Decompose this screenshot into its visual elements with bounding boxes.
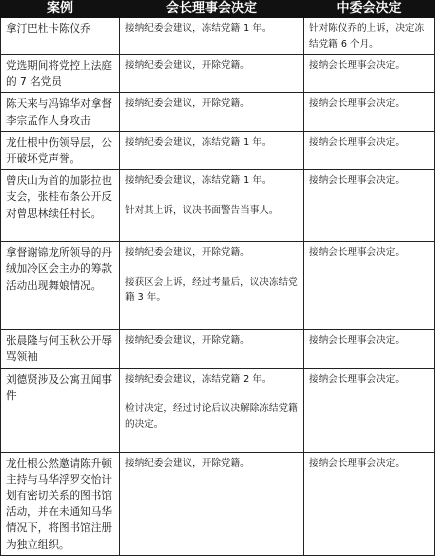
case-text: 曾庆山为首的加影拉也支会，张桂布条公开反对曾思林续任村长。: [6, 175, 112, 220]
header-council-decision: 会长理事会决定: [120, 1, 304, 18]
central-decision-cell: [304, 242, 435, 330]
central-decision-text: 接纳会长理事会决定。: [309, 335, 405, 347]
central-decision-text: 针对陈仪乔的上诉，决定冻结党籍 6 个月。: [309, 23, 425, 50]
table-header: [1, 1, 435, 18]
central-decision-text: 接纳会长理事会决定。: [309, 457, 405, 469]
central-decision-text: 接纳会长理事会决定。: [309, 175, 405, 187]
council-decision-cell: [120, 452, 304, 555]
council-decision-cell: [120, 93, 304, 131]
table-row: [1, 170, 435, 242]
council-decision-cell: [120, 330, 304, 368]
council-review-decision-text: 检讨决定，经过讨论后议决解除冻结党籍的决定。: [125, 403, 298, 430]
case-text: 龙仕根中伤领导层，公开破坏党声誉。: [6, 136, 112, 166]
header-row: [1, 1, 435, 18]
council-decision-cell: [120, 368, 304, 452]
table-row: [1, 93, 435, 131]
case-cell: [1, 242, 120, 330]
case-cell: [1, 452, 120, 555]
table-row: [1, 18, 435, 55]
table-row: [1, 55, 435, 93]
table-row: [1, 368, 435, 452]
central-decision-cell: [304, 452, 435, 555]
council-decision-cell: [120, 131, 304, 169]
table-body: [1, 18, 435, 556]
case-text: 拿督谢锦龙所领导的丹绒加冷区会主办的筹款活动出现舞娘情况。: [6, 247, 112, 292]
council-decision-text: 接纳纪委会建议，冻结党籍 1 年。: [125, 136, 272, 148]
case-cell: [1, 330, 120, 368]
case-cell: [1, 170, 120, 242]
table-row: [1, 452, 435, 555]
council-appeal-decision-text: 针对其上诉，议决书面警告当事人。: [125, 204, 279, 216]
council-decision-text: 接纳纪委会建议，开除党籍。: [125, 247, 250, 259]
central-decision-cell: [304, 170, 435, 242]
central-decision-cell: [304, 131, 435, 169]
central-decision-text: 接纳会长理事会决定。: [309, 247, 405, 259]
case-text: 陈天来与冯锦华对拿督李宗孟作人身攻击: [6, 98, 112, 127]
council-decision-cell: [120, 170, 304, 242]
case-cell: [1, 55, 120, 93]
table-row: [1, 131, 435, 169]
council-decision-text: 接纳纪委会建议，冻结党籍 1 年。: [125, 23, 272, 34]
council-decision-cell: [120, 55, 304, 93]
central-decision-text: 接纳会长理事会决定。: [309, 60, 405, 71]
council-decision-text: 接纳纪委会建议，开除党籍。: [125, 98, 250, 110]
council-decision-cell: [120, 242, 304, 330]
case-text: 张晨隆与何玉秋公开辱骂领袖: [6, 335, 112, 364]
central-decision-text: 接纳会长理事会决定。: [309, 136, 405, 148]
central-decision-cell: [304, 55, 435, 93]
header-case: 案例: [1, 1, 120, 18]
header-central-committee-decision: 中委会决定: [304, 1, 435, 18]
case-cell: [1, 368, 120, 452]
central-decision-text: 接纳会长理事会决定。: [309, 373, 405, 385]
table-row: [1, 242, 435, 330]
case-cell: [1, 18, 120, 55]
central-decision-cell: [304, 18, 435, 55]
council-decision-text: 接纳纪委会建议，冻结党籍 1 年。: [125, 175, 272, 187]
case-cell: [1, 93, 120, 131]
central-decision-cell: [304, 330, 435, 368]
central-decision-text: 接纳会长理事会决定。: [309, 98, 405, 110]
council-decision-text: 接纳纪委会建议，开除党籍。: [125, 60, 250, 71]
case-cell: [1, 131, 120, 169]
council-decision-text: 接纳纪委会建议，开除党籍。: [125, 335, 250, 347]
council-decision-cell: [120, 18, 304, 55]
council-decision-text: 接纳纪委会建议，开除党籍。: [125, 457, 250, 469]
case-text: 刘德贤涉及公寓丑闻事件: [6, 373, 112, 402]
case-text: 拿汀巴杜卡陈仪乔: [6, 23, 91, 35]
case-text: 龙仕根公然邀请陈升顿主持与马华浮罗交怡计划有密切关系的图书馆活动，并在未通知马华情况下，将图书馆注册为独立组织。: [6, 457, 112, 551]
table-row: [1, 330, 435, 368]
council-decision-text: 接纳纪委会建议，冻结党籍 2 年。: [125, 373, 272, 385]
central-decision-cell: [304, 368, 435, 452]
case-text: 党选期间将党控上法庭的 7 名党员: [6, 60, 112, 89]
central-decision-cell: [304, 93, 435, 131]
council-appeal-decision-text: 接获区会上诉，经过考量后，议决冻结党籍 3 年。: [125, 276, 298, 304]
